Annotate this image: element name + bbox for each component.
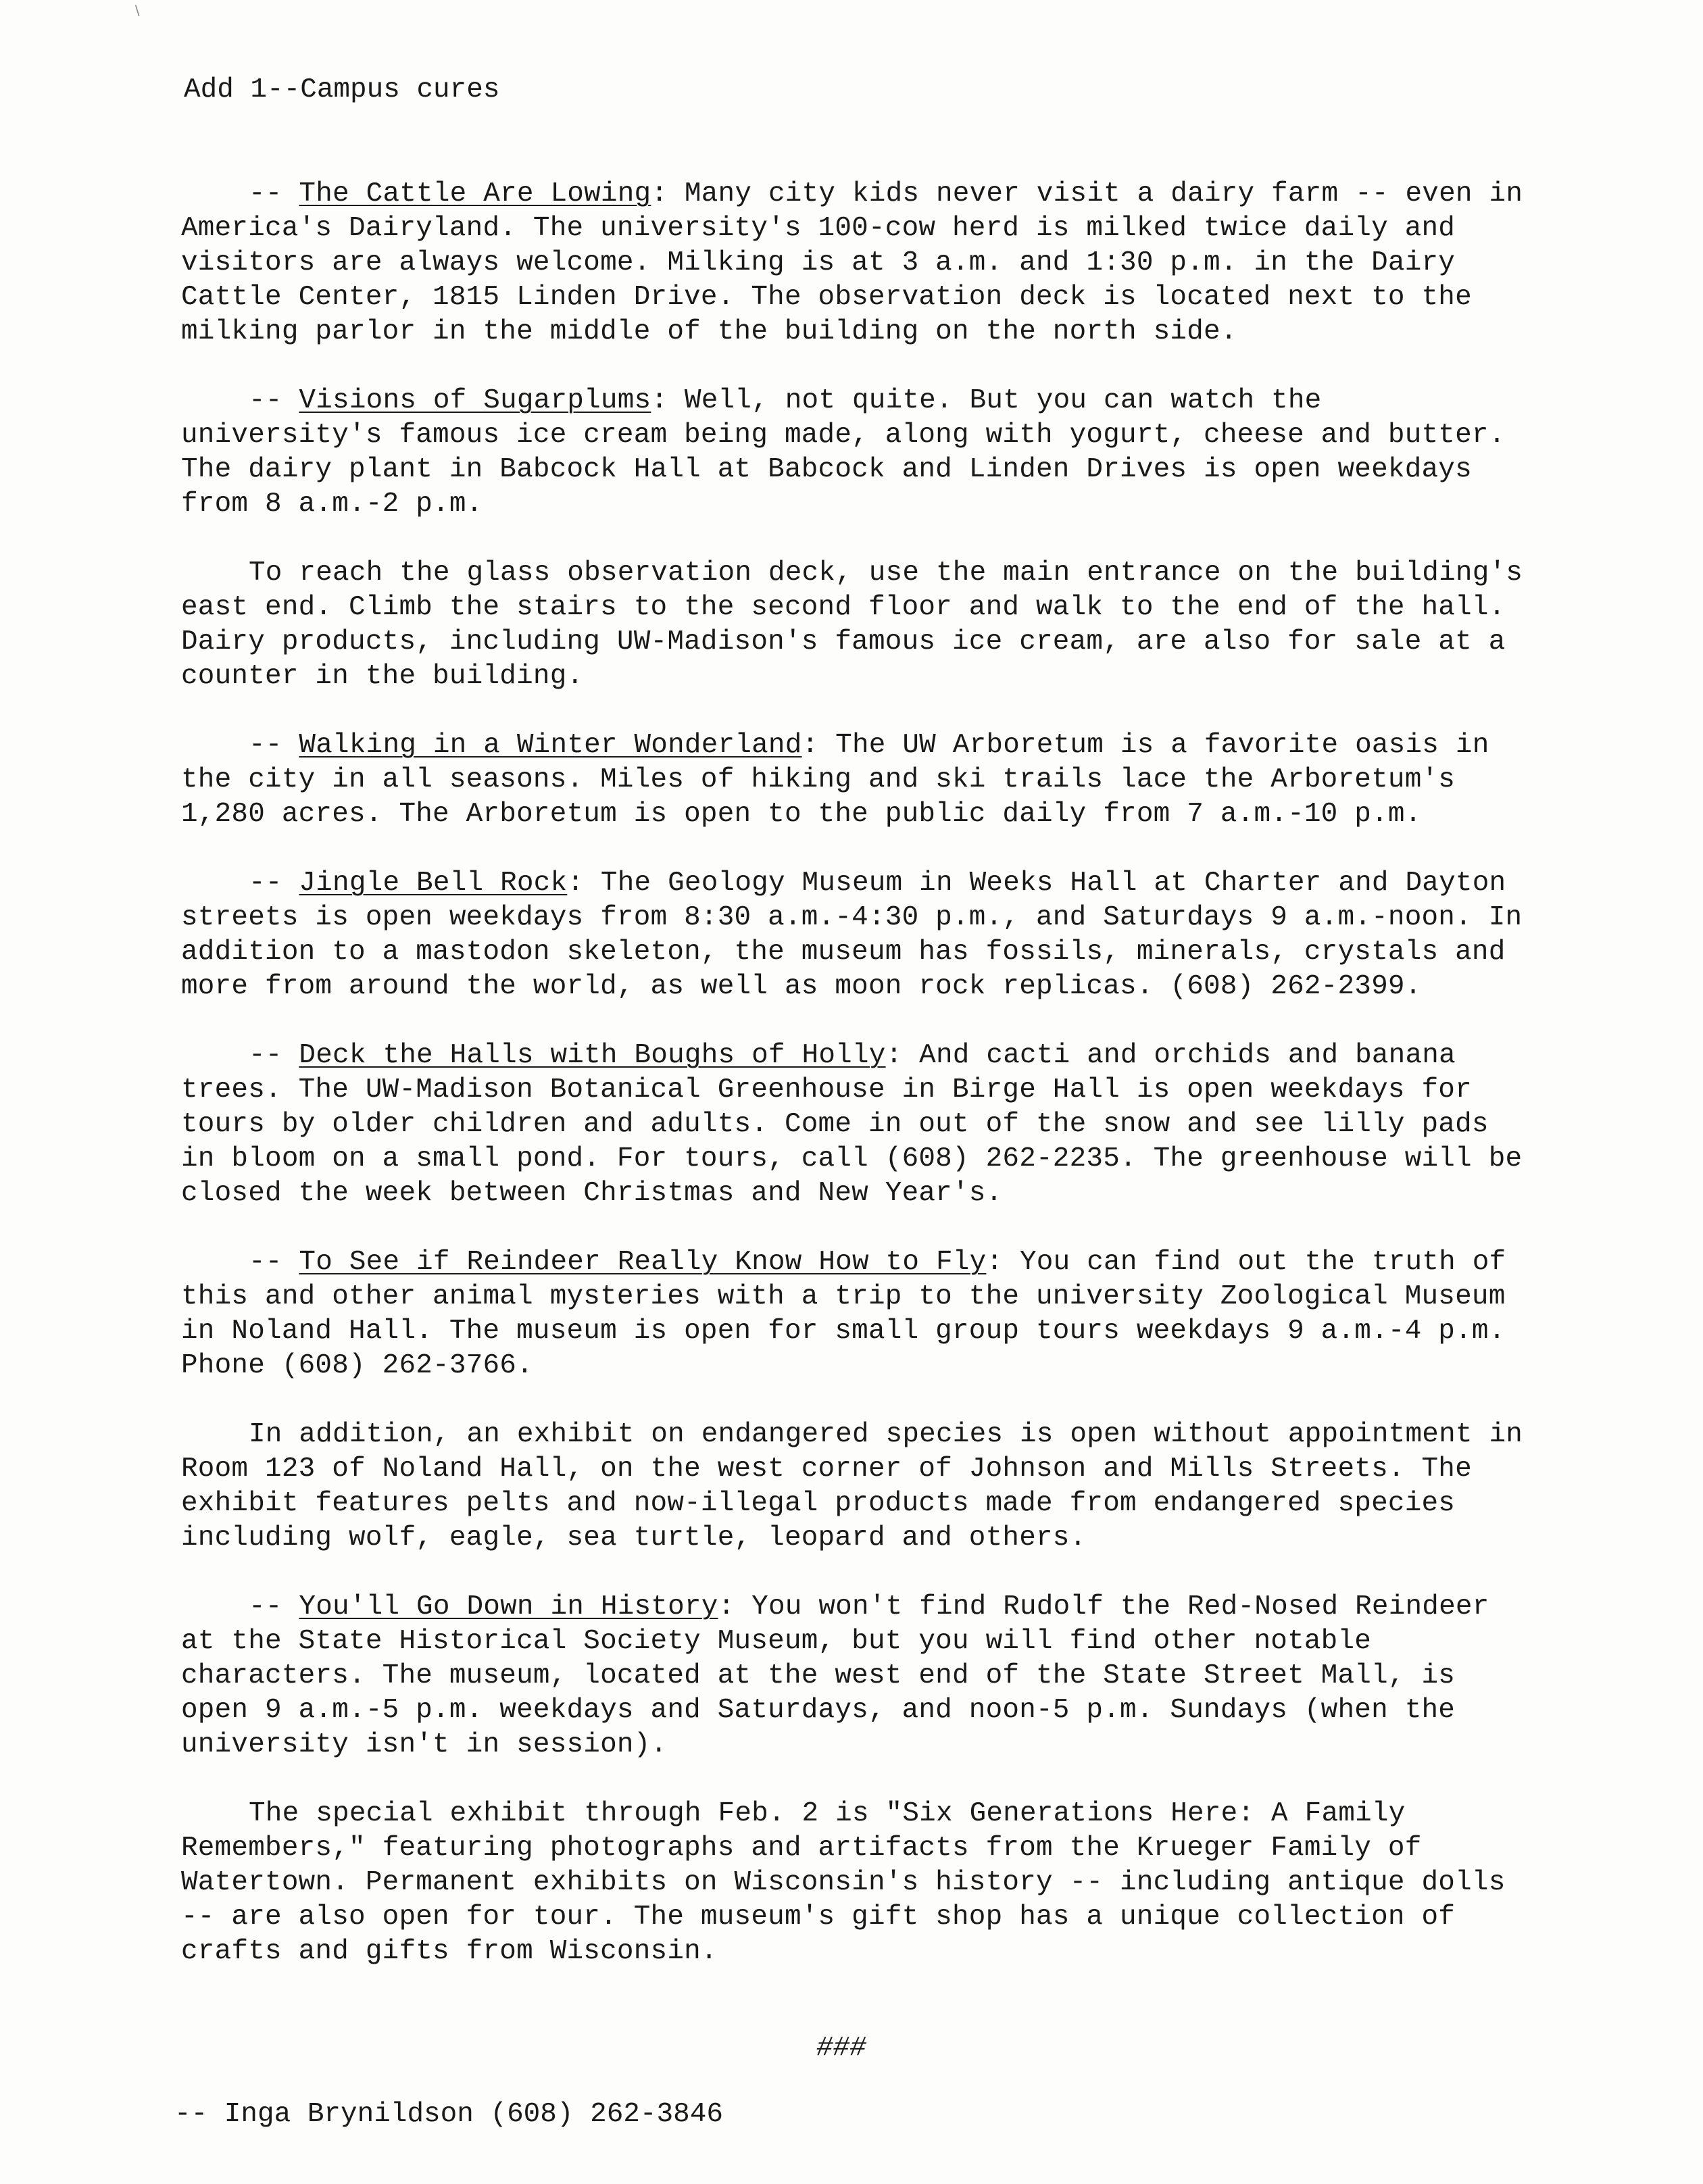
- section-observation-deck: [181, 556, 1533, 694]
- section-title: Jingle Bell Rock: [299, 868, 568, 899]
- section-endangered-species: [181, 1418, 1533, 1556]
- section-title: To See if Reindeer Really Know How to Fly: [299, 1247, 987, 1278]
- document-body: [181, 177, 1533, 2004]
- section-text: : The Geology Museum in Weeks Hall at Charter and Dayton streets is open weekdays from 8:30 a.m.-4:30 p.m., and Saturdays 9 a.m.-noon. In addition to a mastodon skeleton, the museum has fossils, minerals, crystals and more from around the world, as well as moon rock replicas. (608) 262-2399.: [181, 868, 1523, 1002]
- section-title: You'll Go Down in History: [299, 1591, 718, 1622]
- section-lead: --: [249, 1040, 299, 1071]
- end-mark: ###: [816, 2033, 866, 2064]
- section-lead: --: [249, 178, 299, 209]
- section-text: : The UW Arboretum is a favorite oasis in the city in all seasons. Miles of hiking and ski trails lace the Arboretum's 1,280 acres. The Arboretum is open to the public daily from 7 a.m.-10 p.m.: [181, 730, 1489, 830]
- section-history: [181, 1590, 1533, 1762]
- section-text: : You won't find Rudolf the Red-Nosed Reindeer at the State Historical Society Museum, but you will find other notable characters. The museum, located at the west end of the State Street Mall, is open 9 a.m.-5 p.m. weekdays and Saturdays, and noon-5 p.m. Sundays (when the university isn't in session).: [181, 1591, 1489, 1760]
- section-text: The special exhibit through Feb. 2 is "Six Generations Here: A Family Remembers," featuring photographs and artifacts from the Krueger Family of Watertown. Permanent exhibits on Wisconsin's history -- including antique dolls -- are also open for tour. The museum's gift shop has a unique collection of crafts and gifts from Wisconsin.: [181, 1798, 1506, 1967]
- section-lead: --: [249, 1247, 299, 1278]
- section-reindeer: [181, 1245, 1533, 1383]
- section-title: The Cattle Are Lowing: [299, 178, 651, 209]
- section-title: Deck the Halls with Boughs of Holly: [299, 1040, 886, 1071]
- section-text: In addition, an exhibit on endangered species is open without appointment in Room 123 of Noland Hall, on the west corner of Johnson and Mills Streets. The exhibit features pelts and now-illegal products made from endangered species including wolf, eagle, sea turtle, leopard and others.: [181, 1419, 1523, 1554]
- section-lead: --: [249, 730, 299, 761]
- page-header: Add 1--Campus cures: [184, 74, 500, 105]
- section-title: Walking in a Winter Wonderland: [299, 730, 802, 761]
- section-text: : Well, not quite. But you can watch the university's famous ice cream being made, along with yogurt, cheese and butter. The dairy plant in Babcock Hall at Babcock and Linden Drives is open weekdays from 8 a.m.-2 p.m.: [181, 385, 1506, 520]
- contact-line: -- Inga Brynildson (608) 262-3846: [174, 2099, 723, 2130]
- section-special-exhibit: [181, 1797, 1533, 1969]
- section-sugarplums: [181, 384, 1533, 522]
- section-text: To reach the glass observation deck, use the main entrance on the building's east end. Climb the stairs to the second floor and walk to the end of the hall. Dairy products, including UW-Madison's famous ice cream, are also for sale at a counter in the building.: [181, 557, 1523, 692]
- section-lead: --: [249, 868, 299, 899]
- section-lead: --: [249, 1591, 299, 1622]
- section-title: Visions of Sugarplums: [299, 385, 651, 416]
- section-deck-the-halls: [181, 1039, 1533, 1211]
- section-winter-wonderland: [181, 728, 1533, 832]
- scan-mark: ∖: [132, 5, 141, 20]
- section-text: : Many city kids never visit a dairy farm -- even in America's Dairyland. The university's 100-cow herd is milked twice daily and visitors are always welcome. Milking is at 3 a.m. and 1:30 p.m. in the Dairy Cattle Center, 1815 Linden Drive. The observation deck is located next to the milking parlor in the middle of the building on the north side.: [181, 178, 1523, 347]
- section-jingle-bell-rock: [181, 866, 1533, 1004]
- section-text: : And cacti and orchids and banana trees. The UW-Madison Botanical Greenhouse in Birge Hall is open weekdays for tours by older children and adults. Come in out of the snow and see lilly pads in bloom on a small pond. For tours, call (608) 262-2235. The greenhouse will be closed the week between Christmas and New Year's.: [181, 1040, 1523, 1209]
- section-cattle: [181, 177, 1533, 349]
- section-text: : You can find out the truth of this and other animal mysteries with a trip to the university Zoological Museum in Noland Hall. The museum is open for small group tours weekdays 9 a.m.-4 p.m. Phone (608) 262-3766.: [181, 1247, 1506, 1381]
- section-lead: --: [249, 385, 299, 416]
